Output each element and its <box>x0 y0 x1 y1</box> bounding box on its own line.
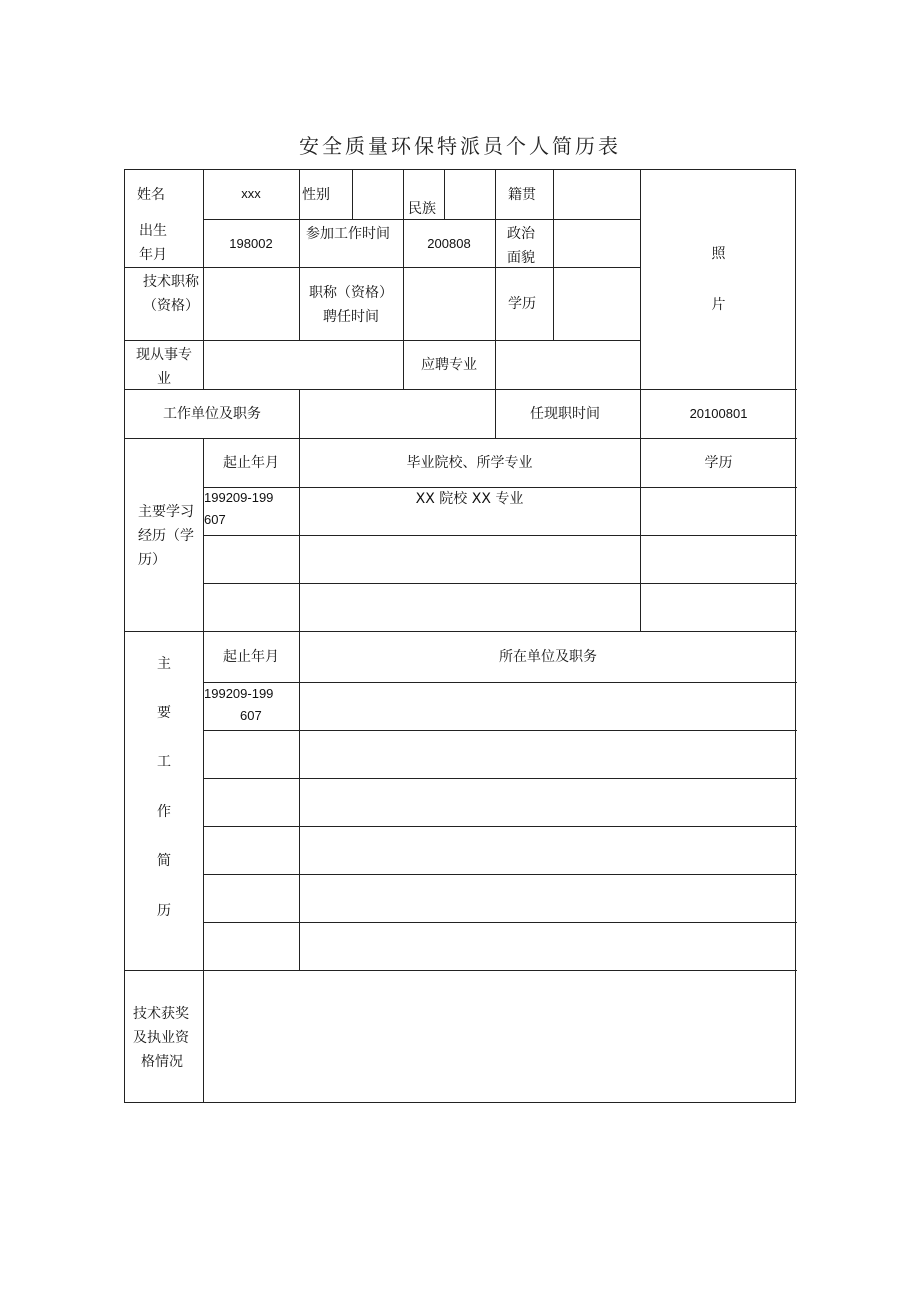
awards-label-line2: 及执业资 <box>133 1030 189 1046</box>
employer-label: 工作单位及职务 <box>163 406 261 422</box>
photo-line2: 片 <box>711 297 726 313</box>
rule-col-g <box>553 170 554 340</box>
rule-work-2 <box>203 730 797 731</box>
study-label <box>138 500 194 572</box>
political-label <box>507 222 535 270</box>
rule-study-end <box>125 631 797 632</box>
study-label-line2: 经历（学 <box>138 528 194 544</box>
page-title: 安全质量环保特派员个人简历表 <box>299 134 621 158</box>
rule-work-6 <box>203 922 797 923</box>
rule-row-5 <box>125 438 797 439</box>
rule-col-e <box>444 170 445 219</box>
current-major-label-line2: 业 <box>157 371 171 387</box>
native-place-label: 籍贯 <box>508 187 536 203</box>
work-label-char-5: 简 <box>157 853 171 869</box>
study-col-school: 毕业院校、所学专业 <box>406 455 533 471</box>
birth-value: 198002 <box>229 236 273 251</box>
work-label-char-1: 主 <box>157 656 171 672</box>
title-appoint-label-line2: 聘任时间 <box>323 309 379 325</box>
work-label-char-2: 要 <box>157 705 171 721</box>
tech-title-label <box>125 270 217 318</box>
study-row1-period-line2: 607 <box>204 512 226 527</box>
current-major-label-line1: 现从事专 <box>136 347 192 363</box>
work-col-period: 起止年月 <box>223 649 279 665</box>
rule-row-4 <box>125 389 797 390</box>
photo-line1: 照 <box>711 246 726 262</box>
work-label-char-3: 工 <box>157 754 171 770</box>
work-start-value: 200808 <box>427 236 471 251</box>
awards-label-line1: 技术获奖 <box>133 1006 189 1022</box>
study-col-period: 起止年月 <box>223 455 279 471</box>
current-post-label: 任现职时间 <box>530 406 600 422</box>
work-row1-period <box>204 683 273 727</box>
rule-col-c <box>352 170 353 219</box>
study-row1-period-line1: 199209-199 <box>204 490 274 505</box>
rule-col-b-lower <box>299 389 300 970</box>
work-label-char-6: 历 <box>157 903 171 919</box>
name-value: xxx <box>241 186 261 201</box>
rule-study-2 <box>203 535 797 536</box>
study-label-line1: 主要学习 <box>138 504 194 520</box>
rule-work-3 <box>203 778 797 779</box>
awards-label-line3: 格情况 <box>141 1054 183 1070</box>
study-label-line3: 历） <box>138 552 166 568</box>
awards-label <box>133 1002 189 1074</box>
rule-work-5 <box>203 874 797 875</box>
ethnicity-label: 民族 <box>408 201 436 217</box>
rule-work-end <box>125 970 797 971</box>
rule-col-label-lower <box>203 438 204 1102</box>
rule-work-1 <box>203 682 797 683</box>
current-major-label <box>125 343 203 391</box>
tech-title-label-line2: （资格） <box>143 298 199 314</box>
rule-work-4 <box>203 826 797 827</box>
work-label-char-4: 作 <box>157 804 171 820</box>
title-appoint-label-line1: 职称（资格） <box>309 285 393 301</box>
gender-label: 性别 <box>302 187 330 203</box>
work-row1-period-line2: 607 <box>240 708 262 723</box>
study-col-degree: 学历 <box>704 455 733 471</box>
rule-col-h <box>640 170 641 389</box>
applied-major-label: 应聘专业 <box>421 357 477 373</box>
title-appoint-label <box>299 281 403 329</box>
current-post-value: 20100801 <box>689 406 748 421</box>
tech-title-label-line1: 技术职称 <box>143 274 199 290</box>
work-start-label: 参加工作时间 <box>306 226 390 242</box>
study-row1-period <box>204 487 273 531</box>
name-label: 姓名 <box>137 187 165 203</box>
political-label-line2: 面貌 <box>507 250 535 266</box>
rule-col-f <box>495 170 496 438</box>
education-label: 学历 <box>508 296 536 312</box>
work-col-unit: 所在单位及职务 <box>499 649 597 665</box>
birth-label-line2: 年月 <box>139 247 167 263</box>
rule-study-3 <box>203 583 797 584</box>
birth-label <box>139 219 167 267</box>
study-row1-school: XX 院校 XX 专业 <box>415 491 524 507</box>
resume-table <box>124 169 796 1103</box>
birth-label-line1: 出生 <box>139 223 167 239</box>
work-row1-period-line1: 199209-199 <box>204 686 274 701</box>
political-label-line1: 政治 <box>507 226 535 242</box>
